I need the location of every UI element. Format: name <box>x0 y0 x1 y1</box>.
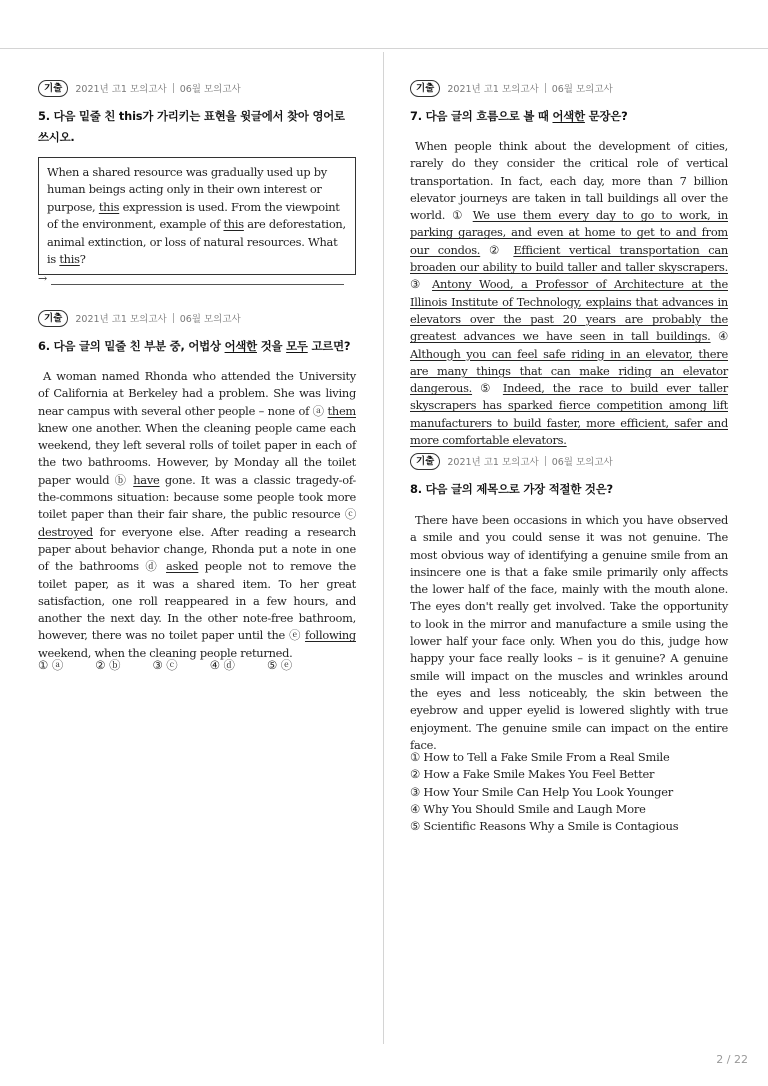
q7-title-text: 7. 다음 글의 흐름으로 볼 때 <box>410 109 553 123</box>
q8-choice-3[interactable]: ③ How Your Smile Can Help You Look Younger <box>410 784 674 799</box>
marker-b: ⓑ <box>114 472 128 487</box>
q7-sentence-4[interactable]: Although you can feel safe riding in an elevator, there are many things that can make riding an elevator dangerous. <box>410 346 728 396</box>
separator <box>545 83 546 93</box>
q6-title <box>38 336 356 357</box>
q5-tag-badge: 기출 <box>38 80 68 97</box>
sentence-number-1: ① <box>452 208 466 223</box>
q6-title-text: 것을 <box>256 339 287 353</box>
q6-source-month: 06월 모의고사 <box>179 314 241 325</box>
q7-title <box>410 106 728 127</box>
q7-title-underlined: 어색한 <box>552 109 585 123</box>
q6-underlined-e: following <box>304 628 356 643</box>
q6-underlined-a: them <box>327 403 356 418</box>
q6-choice-1[interactable]: ① ⓐ <box>38 658 64 672</box>
q8-passage: There have been occasions in which you have observed a smile and you could sense it was not genuine. The most obvious way of identifying a genuine smile from an insincere one is that a fake smile primarily only affects the lower half of the face, mainly with the mouth alone. The eyes don't really get involved. Take the opportunity to look in the mirror and manufacture a smile using the lower half your face only. When you do this, judge how happy your face really looks – is it genuine? A genuine smile will impact on the muscles and wrinkles around the eyes and less noticeably, the skin between the eyebrow and upper eyelid is lowered slightly with true enjoyment. The genuine smile can impact on the entire face. <box>410 513 728 752</box>
marker-a: ⓐ <box>312 403 324 418</box>
q6-passage-text: weekend, when the cleaning people returned. <box>38 645 293 660</box>
arrow-icon: → <box>38 272 48 285</box>
q8-choices <box>410 749 728 835</box>
sentence-number-4: ④ <box>718 329 728 344</box>
q5-box-text: When a shared resource was gradually used up by human beings acting only in their own interest or purpose, <box>47 165 327 214</box>
q8-choice-4[interactable]: ④ Why You Should Smile and Laugh More <box>410 801 646 816</box>
column-divider <box>383 52 384 1044</box>
q6-choice-3[interactable]: ③ ⓒ <box>152 658 178 672</box>
q6-underlined-d: asked <box>166 559 199 574</box>
marker-c: ⓒ <box>344 507 356 522</box>
q8-source-line <box>410 452 613 470</box>
q6-title-underlined: 모두 <box>286 339 308 353</box>
separator <box>545 456 546 466</box>
page-number: 2 / 22 <box>716 1053 748 1066</box>
q6-choice-5[interactable]: ⑤ ⓔ <box>266 658 293 672</box>
q7-sentence-2[interactable]: Efficient vertical transportation can broaden our ability to build taller and taller skyscrapers. <box>410 242 729 275</box>
q7-passage <box>410 138 728 449</box>
q7-sentence-1[interactable]: We use them every day to go to work, in parking garages, and even at home to get to and from our condos. <box>410 208 728 257</box>
q6-underlined-c: destroyed <box>38 524 93 539</box>
separator <box>173 83 174 93</box>
q8-source-year: 2021년 고1 모의고사 <box>447 457 539 468</box>
marker-e: ⓔ <box>289 628 301 643</box>
q5-box-text: ? <box>79 252 86 267</box>
q6-title-underlined: 어색한 <box>224 339 257 353</box>
q7-source-line <box>410 79 613 97</box>
q8-choice-1[interactable]: ① How to Tell a Fake Smile From a Real Smile <box>410 750 670 764</box>
q6-passage-text: A woman named Rhonda who attended the University of California at Berkeley had a problem. She was living near campus with several other people – none of <box>38 369 356 418</box>
q6-choice-2[interactable]: ② ⓑ <box>95 658 121 672</box>
q5-source-year: 2021년 고1 모의고사 <box>75 84 167 95</box>
q6-choices <box>38 657 356 674</box>
q6-passage-text: for everyone else. After reading a research paper about behavior change, Rhonda put a note in one of the bathrooms <box>38 524 356 574</box>
q6-source-year: 2021년 고1 모의고사 <box>75 314 167 325</box>
q5-underlined-this: this <box>223 217 244 232</box>
q6-passage-text: people not to remove the toilet paper, as it was a shared item. To her great satisfaction, one roll reappeared in a few hours, and another the next day. In the other note-free bathroom, however, there was no toilet paper until the <box>38 559 356 643</box>
q6-passage-text: knew one another. When the cleaning people came each weekend, they left several rolls of toilet paper in each of the two bathrooms. However, by Monday all the toilet paper would <box>38 420 356 487</box>
q5-title: 5. 다음 밑줄 친 this가 가리키는 표현을 윗글에서 찾아 영어로 쓰시오. <box>38 109 345 144</box>
q8-choice-2[interactable]: ② How a Fake Smile Makes You Feel Better <box>410 767 655 782</box>
q5-underlined-this: this <box>59 252 80 267</box>
q7-title-text: 문장은? <box>584 109 628 123</box>
answer-line <box>51 276 344 285</box>
q5-underlined-this: this <box>98 199 120 214</box>
q6-source-line <box>38 309 241 327</box>
q6-title-text: 고르면? <box>307 339 351 353</box>
header-rule <box>0 48 768 49</box>
q6-title-text: 6. 다음 글의 밑줄 친 부분 중, 어법상 <box>38 339 225 353</box>
q8-title: 8. 다음 글의 제목으로 가장 적절한 것은? <box>410 482 613 496</box>
separator <box>173 313 174 323</box>
q5-passage-box <box>38 157 356 275</box>
q6-underlined-b: have <box>133 472 160 487</box>
q8-tag-badge: 기출 <box>410 453 440 470</box>
sentence-number-5: ⑤ <box>480 381 495 396</box>
q6-tag-badge: 기출 <box>38 310 68 327</box>
q7-source-month: 06월 모의고사 <box>551 84 613 95</box>
q5-source-line <box>38 79 241 97</box>
q7-sentence-5[interactable]: Indeed, the race to build ever taller skyscrapers has sparked fierce competition among lift manufacturers to build faster, more efficient, safer and more comfortable elevators. <box>410 381 728 448</box>
sentence-number-3: ③ <box>410 277 425 292</box>
sentence-number-2: ② <box>489 242 505 257</box>
q5-answer-field[interactable] <box>38 273 344 285</box>
q7-sentence-3[interactable]: Antony Wood, a Professor of Architecture at the Illinois Institute of Technology, explains that advances in elevators over the past 20 years are probably the greatest advances we have seen in tall buildings. <box>410 277 728 344</box>
q8-choice-5[interactable]: ⑤ Scientific Reasons Why a Smile is Contagious <box>410 819 679 834</box>
q6-choice-4[interactable]: ④ ⓓ <box>209 658 235 672</box>
q5-box-text: are deforestation, animal extinction, or loss of natural resources. What is <box>47 217 346 267</box>
q7-tag-badge: 기출 <box>410 80 440 97</box>
q5-source-month: 06월 모의고사 <box>179 84 241 95</box>
q7-source-year: 2021년 고1 모의고사 <box>447 84 539 95</box>
q7-passage-text: When people think about the development of cities, rarely do they consider the critical role of vertical transportation. In fact, each day, more than 7 billion elevator journeys are taken in tall buildings all over the world. <box>410 139 728 223</box>
marker-d: ⓓ <box>145 559 160 574</box>
q6-passage-text: gone. It was a classic tragedy-of-the-commons situation: because some people took more toilet paper than their fair share, the public resource <box>38 472 356 522</box>
q5-box-text: expression is used. From the viewpoint of the environment, example of <box>47 199 340 232</box>
q8-source-month: 06월 모의고사 <box>551 457 613 468</box>
q6-passage <box>38 368 356 662</box>
